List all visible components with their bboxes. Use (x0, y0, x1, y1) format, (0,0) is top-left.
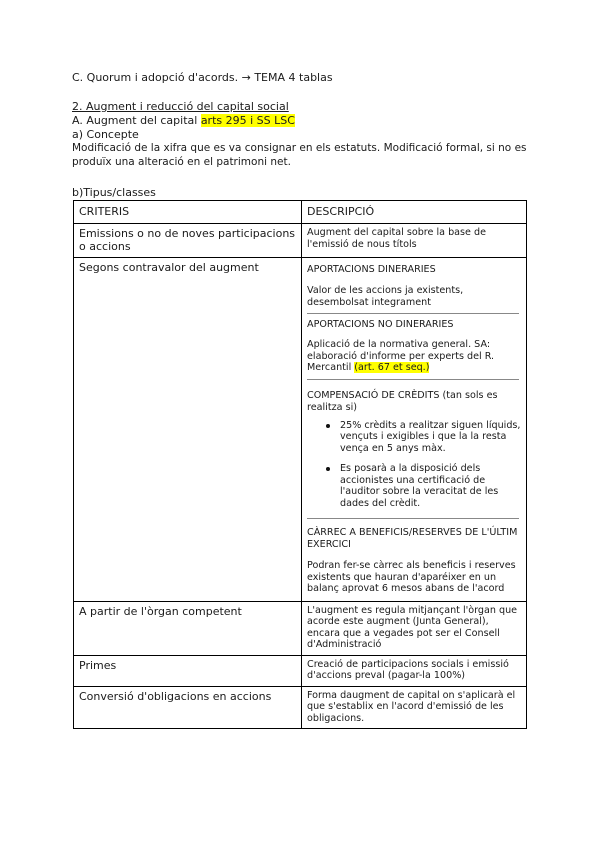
table-header-row (74, 201, 527, 224)
divider (307, 379, 519, 380)
table-row (74, 686, 527, 729)
row2-descripcio (302, 258, 527, 602)
carrec-beneficis-title: CÀRREC A BENEFICIS/RESERVES DE L'ÚLTIM EXERCICI (307, 527, 518, 550)
types-table (73, 200, 527, 729)
section-2-title: 2. Augment i reducció del capital social (72, 100, 289, 113)
aportacions-no-dineraries-text (307, 339, 521, 374)
row3-criteri: A partir de l'òrgan competent (74, 601, 302, 655)
row2-criteri: Segons contravalor del augment (74, 258, 302, 602)
table-row (74, 258, 527, 602)
row1-criteri: Emissions o no de noves participacions o accions (74, 224, 302, 258)
aportacions-dineraries-text: Valor de les accions ja existents, desembolsat integrament (307, 285, 464, 308)
section-a-prefix: A. Augment del capital (72, 114, 201, 127)
row5-criteri: Conversió d'obligacions en accions (74, 686, 302, 729)
divider (307, 313, 519, 314)
heading-c: C. Quorum i adopció d'acords. → TEMA 4 tablas (72, 71, 333, 84)
section-a-title (72, 114, 295, 127)
row5-descripcio: Forma daugment de capital on s'aplicarà el que s'establix en l'acord d'emissió de les obligacions. (302, 686, 527, 729)
table-row (74, 655, 527, 686)
sub-a-label: a) Concepte (72, 128, 139, 141)
compensacio-credits-title: COMPENSACIÓ DE CRÈDITS (tan sols es realitza si) (307, 389, 498, 413)
aportacions-no-dineraries-title: APORTACIONS NO DINERARIES (307, 319, 454, 330)
section-a-highlight: arts 295 i SS LSC (200, 114, 295, 127)
divider (307, 518, 519, 519)
table-row (74, 224, 527, 258)
aportacions-no-dineraries-body: Aplicació de la normativa general. SA: elaboració d'informe per experts del R. Mercantil (307, 339, 495, 373)
sub-b-label: b)Tipus/classes (72, 186, 156, 199)
header-descripcio: DESCRIPCIÓ (302, 201, 527, 224)
list-item: Es posarà a la disposició dels accionistes una certificació de l'auditor sobre la veracitat de les dades del crèdit. (307, 463, 521, 509)
carrec-beneficis-text: Podran fer-se càrrec als beneficis i reserves existents que hauran d'aparéixer en un balanç aprovat 6 mesos abans de l'acord (307, 560, 516, 594)
row4-descripcio: Creació de participacions socials i emissió d'accions preval (pagar-la 100%) (302, 655, 527, 686)
row3-descripcio: L'augment es regula mitjançant l'òrgan que acorde este augment (Junta General), encara que a vegades pot ser el Consell d'Administració (302, 601, 527, 655)
compensacio-list (307, 420, 521, 510)
list-item: 25% crèdits a realitzar siguen líquids, vençuts i exigibles i que la la resta vença en 5 anys màx. (307, 420, 521, 455)
aportacions-dineraries-title: APORTACIONS DINERARIES (307, 264, 436, 275)
table-row (74, 601, 527, 655)
header-criteris: CRITERIS (74, 201, 302, 224)
row1-descripcio: Augment del capital sobre la base de l'emissió de nous títols (302, 224, 527, 258)
art-67-highlight: (art. 67 et seq.) (354, 362, 430, 373)
concept-text: Modificació de la xifra que es va consignar en els estatuts. Modificació formal, si no es produïx una alteració en el patrimoni net. (72, 142, 527, 168)
row4-criteri: Primes (74, 655, 302, 686)
